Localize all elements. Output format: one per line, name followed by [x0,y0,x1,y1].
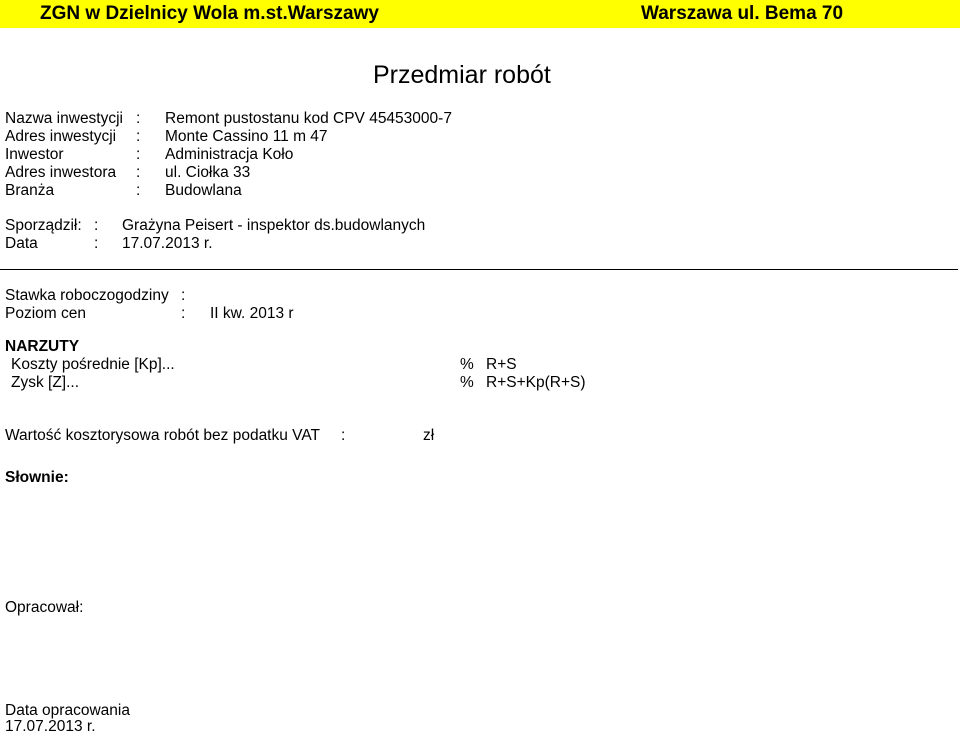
total-value-sep: : [341,427,346,444]
header-organization: ZGN w Dzielnicy Wola m.st.Warszawy [40,3,379,24]
markups-heading: NARZUTY [5,338,80,355]
prepared-by-label: Opracował: [5,599,84,616]
indirect-costs-basis: R+S [486,356,517,373]
branch-label: Branża [5,182,55,199]
investor-value: Administracja Koło [165,146,294,163]
prep-date-label: Data opracowania [5,702,130,719]
profit-unit: % [460,374,474,391]
investor-sep: : [136,146,141,163]
prep-date-value: 17.07.2013 r. [5,718,96,735]
prepared-sep: : [94,217,99,234]
prepared-value: Grażyna Peisert - inspektor ds.budowlanych [122,217,426,234]
total-value-label: Wartość kosztorysowa robót bez podatku VAT [5,427,321,444]
investor-address-sep: : [136,164,141,181]
total-value-unit: zł [423,427,435,444]
profit-label: Zysk [Z]... [11,374,80,391]
header-address: Warszawa ul. Bema 70 [641,3,844,24]
date-sep: : [94,235,99,252]
investment-name-value: Remont pustostanu kod CPV 45453000-7 [165,110,452,127]
investment-address-value: Monte Cassino 11 m 47 [165,128,328,145]
investor-address-label: Adres inwestora [5,164,117,181]
rate-label: Stawka roboczogodziny [5,287,169,304]
branch-sep: : [136,182,141,199]
investment-address-sep: : [136,128,141,145]
investor-label: Inwestor [5,146,64,163]
investment-name-sep: : [136,110,141,127]
prepared-label: Sporządził: [5,217,82,234]
indirect-costs-unit: % [460,356,474,373]
rate-sep: : [181,287,186,304]
investment-name-label: Nazwa inwestycji [5,110,124,127]
page-title: Przedmiar robót [373,61,551,89]
investor-address-value: ul. Ciołka 33 [165,164,251,181]
price-level-sep: : [181,305,186,322]
indirect-costs-label: Koszty pośrednie [Kp]... [11,356,175,373]
price-level-label: Poziom cen [5,305,86,322]
words-label: Słownie: [5,469,69,486]
divider-line [0,269,958,270]
date-label: Data [5,235,38,252]
profit-basis: R+S+Kp(R+S) [486,374,586,391]
price-level-value: II kw. 2013 r [210,305,294,322]
branch-value: Budowlana [165,182,242,199]
date-value: 17.07.2013 r. [122,235,213,252]
investment-address-label: Adres inwestycji [5,128,117,145]
